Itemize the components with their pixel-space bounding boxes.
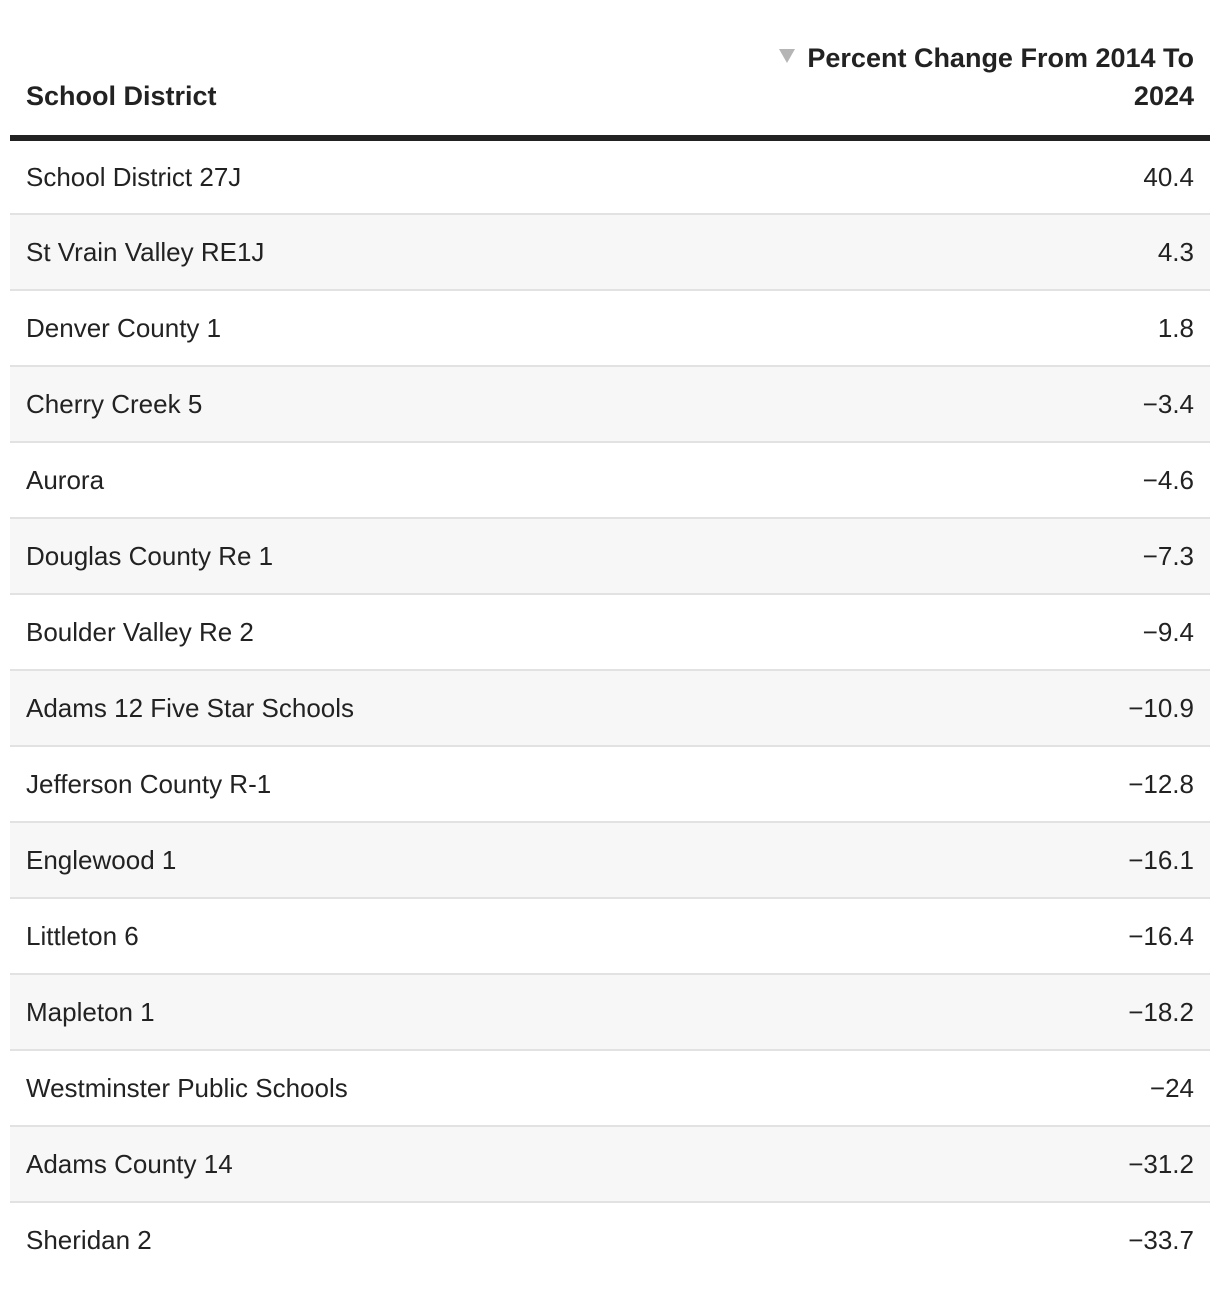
- data-table-container: [10, 0, 1210, 1278]
- cell-percent-change: −9.4: [710, 594, 1210, 670]
- cell-school-district: Cherry Creek 5: [10, 366, 710, 442]
- table-header: [10, 0, 1210, 138]
- table-row: [10, 138, 1210, 214]
- table-row: [10, 366, 1210, 442]
- column-header-label: Percent Change From 2014 To 2024: [807, 43, 1194, 111]
- data-table: [10, 0, 1210, 1278]
- cell-school-district: Adams County 14: [10, 1126, 710, 1202]
- table-row: [10, 1202, 1210, 1278]
- table-row: [10, 974, 1210, 1050]
- cell-percent-change: −33.7: [1128, 1225, 1194, 1255]
- table-row: [10, 670, 1210, 746]
- cell-school-district: Englewood 1: [10, 822, 710, 898]
- cell-school-district: Mapleton 1: [10, 974, 710, 1050]
- cell-percent-change: −18.2: [710, 974, 1210, 1050]
- column-header-label: School District: [26, 81, 217, 111]
- cell-school-district: Sheridan 2: [26, 1225, 152, 1255]
- cell-percent-change: −4.6: [710, 442, 1210, 518]
- table-body: [10, 138, 1210, 1278]
- cell-school-district: Littleton 6: [10, 898, 710, 974]
- column-header-school-district[interactable]: [10, 0, 710, 138]
- cell-percent-change: 1.8: [710, 290, 1210, 366]
- table-row: [10, 518, 1210, 594]
- header-row: [10, 0, 1210, 138]
- table-row: [10, 290, 1210, 366]
- cell-school-district: Douglas County Re 1: [10, 518, 710, 594]
- cell-school-district: Boulder Valley Re 2: [10, 594, 710, 670]
- cell-school-district: Jefferson County R-1: [10, 746, 710, 822]
- cell-school-district: Adams 12 Five Star Schools: [10, 670, 710, 746]
- table-row: [10, 898, 1210, 974]
- table-row: [10, 1126, 1210, 1202]
- cell-school-district: Aurora: [10, 442, 710, 518]
- sort-descending-icon[interactable]: [779, 49, 795, 63]
- column-header-percent-change[interactable]: [710, 0, 1210, 138]
- table-row: [10, 822, 1210, 898]
- table-row: [10, 214, 1210, 290]
- cell-percent-change: −24: [710, 1050, 1210, 1126]
- cell-percent-change: −16.1: [710, 822, 1210, 898]
- cell-percent-change: −16.4: [710, 898, 1210, 974]
- cell-percent-change: 40.4: [710, 138, 1210, 214]
- cell-percent-change: −31.2: [710, 1126, 1210, 1202]
- cell-school-district: St Vrain Valley RE1J: [10, 214, 710, 290]
- table-row: [10, 746, 1210, 822]
- cell-school-district: Westminster Public Schools: [10, 1050, 710, 1126]
- cell-percent-change: −12.8: [710, 746, 1210, 822]
- cell-school-district: Denver County 1: [10, 290, 710, 366]
- table-row: [10, 594, 1210, 670]
- cell-school-district: School District 27J: [10, 138, 710, 214]
- cell-percent-change: −10.9: [710, 670, 1210, 746]
- table-row: [10, 1050, 1210, 1126]
- table-row: [10, 442, 1210, 518]
- cell-percent-change: −7.3: [710, 518, 1210, 594]
- cell-percent-change: 4.3: [710, 214, 1210, 290]
- cell-percent-change: −3.4: [710, 366, 1210, 442]
